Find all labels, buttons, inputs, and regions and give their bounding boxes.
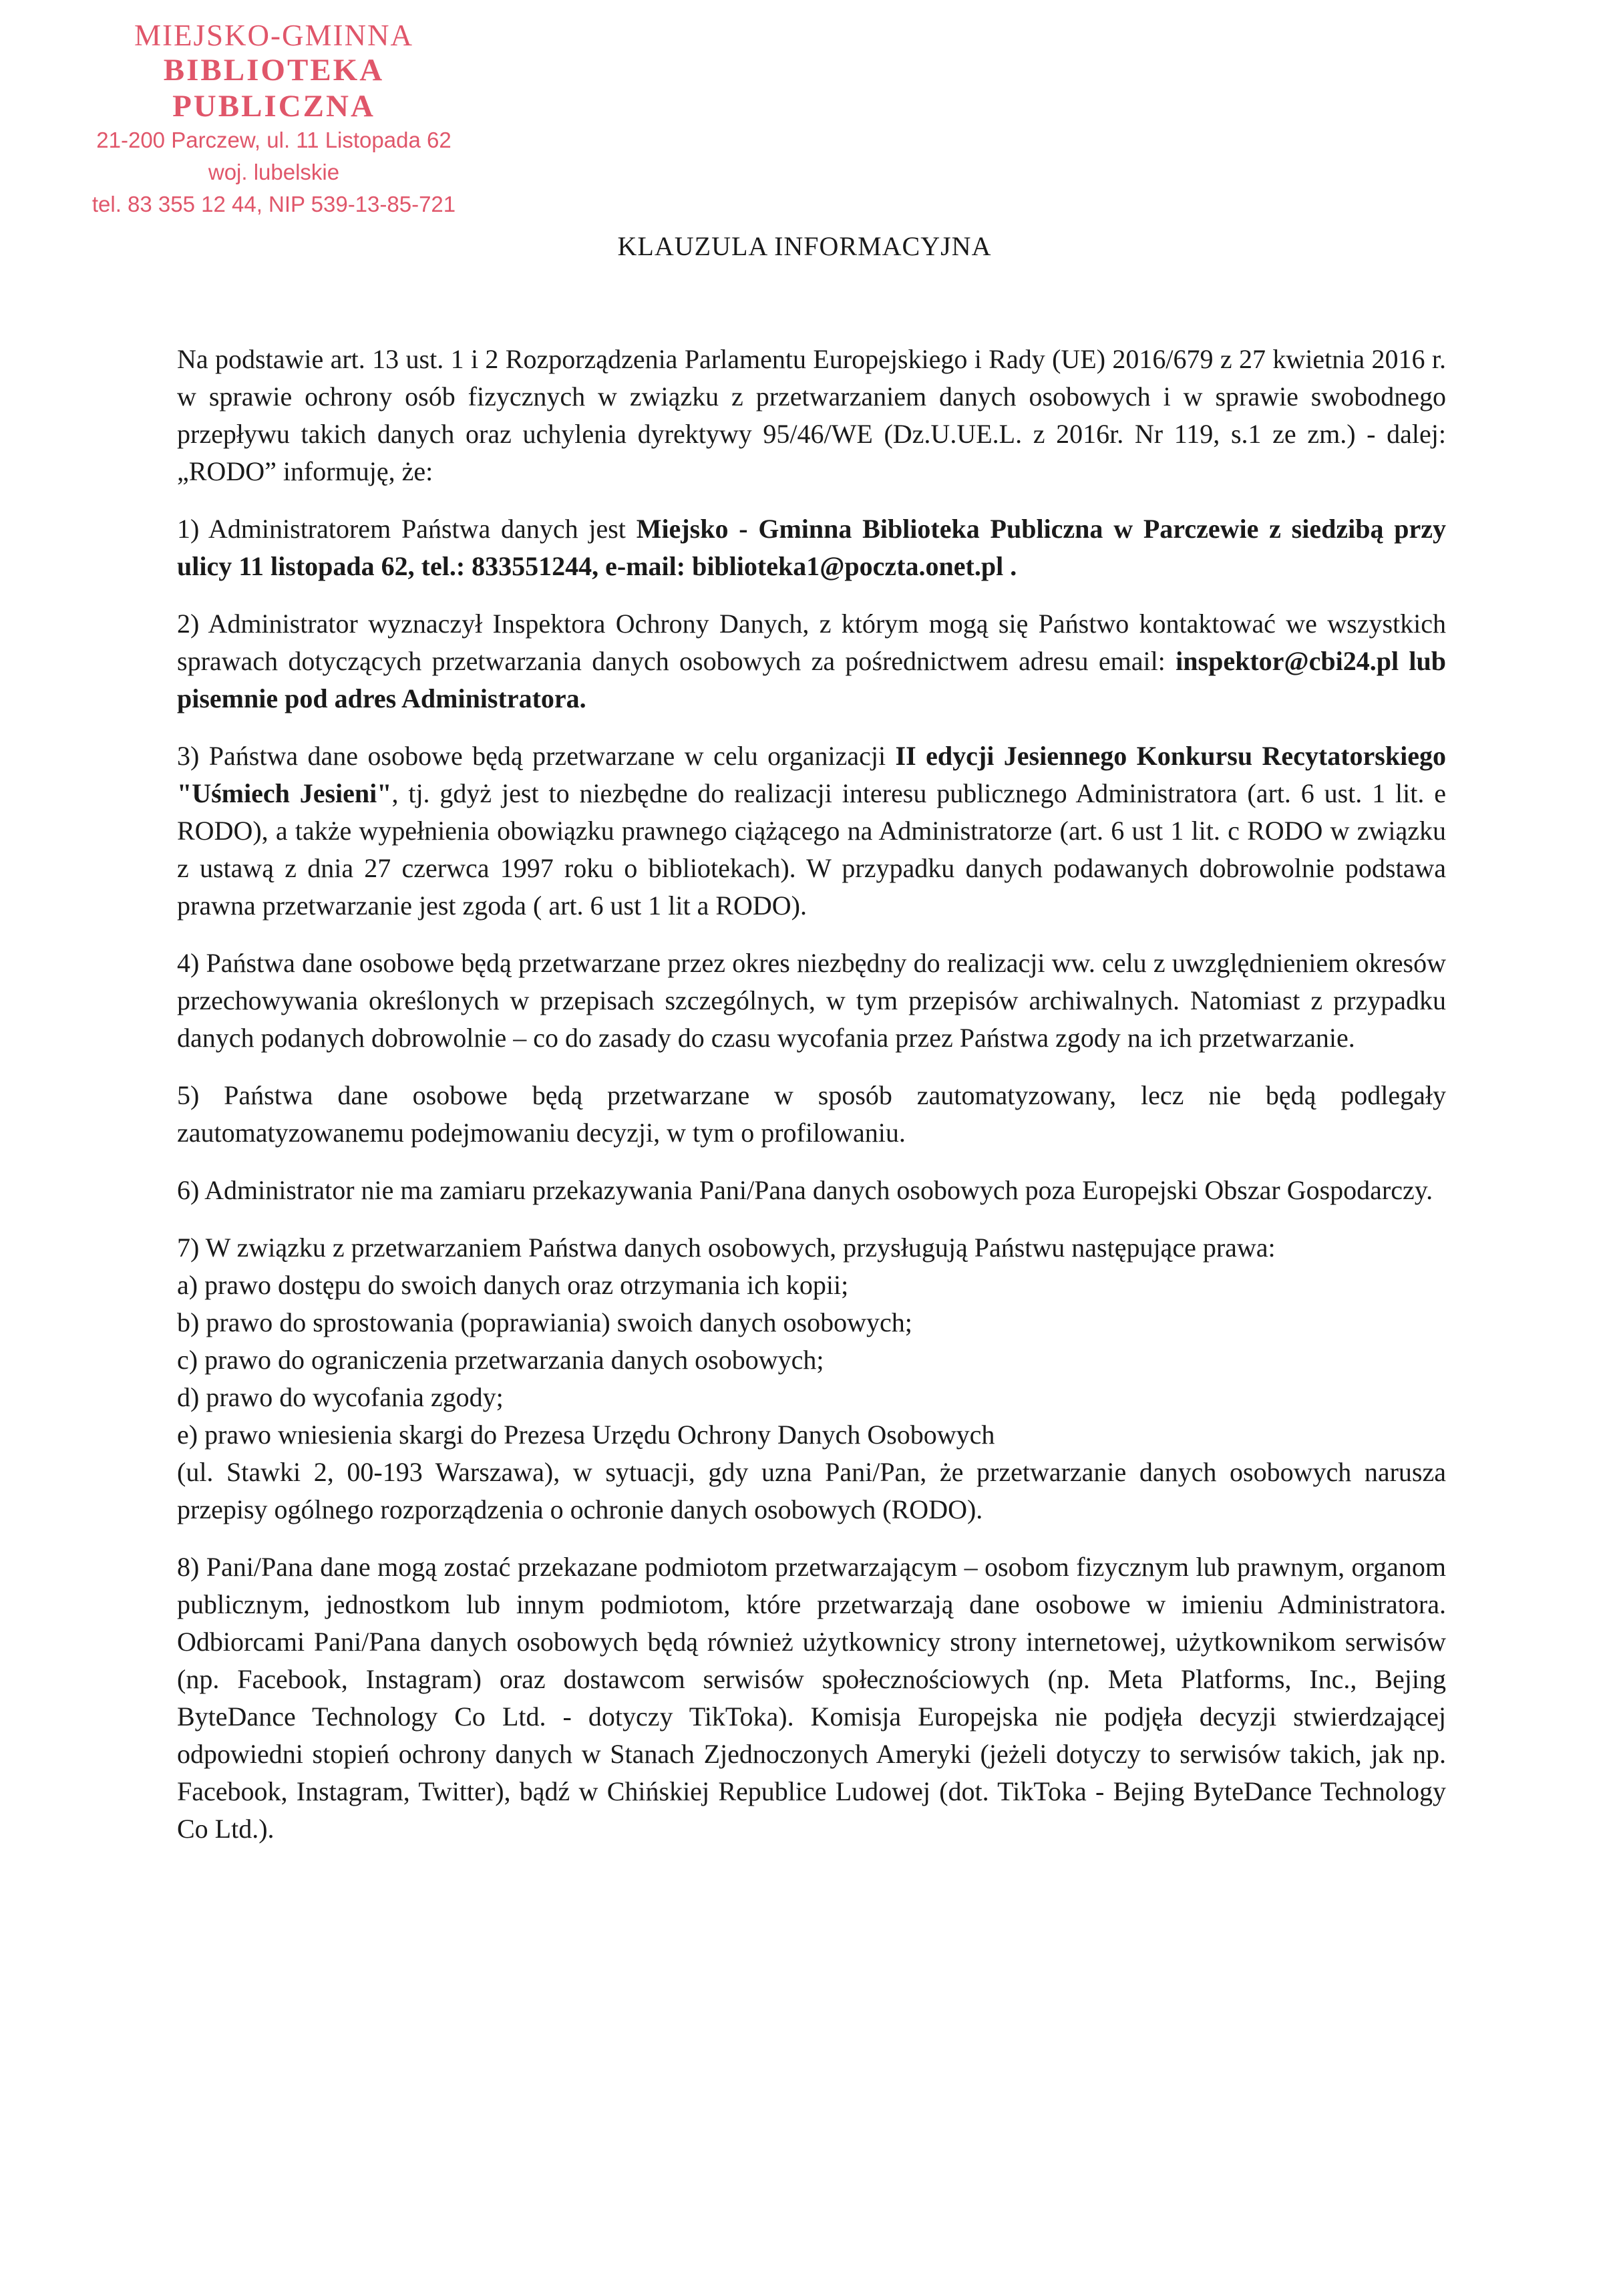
- paragraph-1-text: 1) Administratorem Państwa danych jest: [177, 514, 637, 544]
- paragraph-3-bold: II edycji Jesiennego Konkursu Recytatorskiego "Uśmiech Jesieni": [177, 741, 1446, 808]
- letterhead-contact: tel. 83 355 12 44, NIP 539-13-85-721: [92, 192, 456, 216]
- paragraph-8: 8) Pani/Pana dane mogą zostać przekazane podmiotom przetwarzającym – osobom fizycznym lub prawnym, organom publicznym, jednostkom lub innym podmiotom, które przetwarzają dane osobowe w imieniu Administratora. Odbiorcami Pani/Pana danych osobowych będą również użytkownicy strony internetowej, użytkownikom serwisów (np. Facebook, Instagram) oraz dostawcom serwisów społecznościowych (np. Meta Platforms, Inc., Bejing ByteDance Technology Co Ltd. - dotyczy TikToka). Komisja Europejska nie podjęła decyzji stwierdzającej odpowiedni stopień ochrony danych w Stanach Zjednoczonych Ameryki (jeżeli dotyczy to serwisów takich, jak np. Facebook, Instagram, Twitter), bądź w Chińskiej Republice Ludowej (dot. TikToka - Bejing ByteDance Technology Co Ltd.).: [177, 1552, 1446, 1844]
- right-e-continuation: (ul. Stawki 2, 00-193 Warszawa), w sytuacji, gdy uzna Pani/Pan, że przetwarzanie danych osobowych narusza przepisy ogólnego rozporządzenia o ochronie danych osobowych (RODO).: [177, 1457, 1446, 1524]
- right-c: c) prawo do ograniczenia przetwarzania danych osobowych;: [177, 1345, 824, 1375]
- right-e: e) prawo wniesienia skargi do Prezesa Urzędu Ochrony Danych Osobowych: [177, 1420, 995, 1450]
- paragraph-6: 6) Administrator nie ma zamiaru przekazywania Pani/Pana danych osobowych poza Europejski Obszar Gospodarczy.: [177, 1175, 1433, 1205]
- letterhead-region: woj. lubelskie: [208, 160, 340, 184]
- paragraph-3-suffix: , tj. gdyż jest to niezbędne do realizacji interesu publicznego Administratora (art. 6 ust. 1 lit. e RODO), a także wypełnienia obowiązku prawnego ciążącego na Administratorze (art. 6 ust 1 lit. c RODO w związku z ustawą z dnia 27 czerwca 1997 roku o bibliotekach). W przypadku danych podawanych dobrowolnie podstawa prawna przetwarzanie jest zgoda ( art. 6 ust 1 lit a RODO).: [177, 778, 1446, 921]
- right-d: d) prawo do wycofania zgody;: [177, 1382, 504, 1412]
- paragraph-2-text: 2) Administrator wyznaczył Inspektora Ochrony Danych, z którym mogą się Państwo kontaktować we wszystkich sprawach dotyczących przetwarzania danych osobowych za pośrednictwem adresu email:: [177, 609, 1446, 676]
- paragraph-1: [177, 510, 1446, 585]
- paragraph-4: 4) Państwa dane osobowe będą przetwarzane przez okres niezbędny do realizacji ww. celu z uwzględnieniem okresów przechowywania określonych w przepisach szczególnych, w tym przepisów archiwalnych. Natomiast z przypadku danych podanych dobrowolnie – co do zasady do czasu wycofania przez Państwa zgody na ich przetwarzanie.: [177, 948, 1446, 1053]
- paragraph-3: [177, 737, 1446, 925]
- paragraph-7: [177, 1229, 1446, 1528]
- right-b: b) prawo do sprostowania (poprawiania) swoich danych osobowych;: [177, 1307, 912, 1337]
- paragraph-2: [177, 605, 1446, 717]
- letterhead-line-2: BIBLIOTEKA PUBLICZNA: [163, 53, 385, 124]
- paragraph-5: 5) Państwa dane osobowe będą przetwarzane w sposób zautomatyzowany, lecz nie będą podlegały zautomatyzowanemu podejmowaniu decyzji, w tym o profilowaniu.: [177, 1080, 1446, 1148]
- paragraph-3-text: 3) Państwa dane osobowe będą przetwarzane w celu organizacji: [177, 741, 896, 771]
- document-title: KLAUZULA INFORMACYJNA: [617, 231, 992, 261]
- intro-paragraph: Na podstawie art. 13 ust. 1 i 2 Rozporządzenia Parlamentu Europejskiego i Rady (UE) 2016/679 z 27 kwietnia 2016 r. w sprawie ochrony osób fizycznych w związku z przetwarzaniem danych osobowych i w sprawie swobodnego przepływu takich danych oraz uchylenia dyrektywy 95/46/WE (Dz.U.UE.L. z 2016r. Nr 119, s.1 ze zm.) - dalej: „RODO” informuję, że:: [177, 344, 1446, 486]
- right-a: a) prawo dostępu do swoich danych oraz otrzymania ich kopii;: [177, 1270, 849, 1300]
- letterhead-address: 21-200 Parczew, ul. 11 Listopada 62: [96, 128, 452, 152]
- letterhead-line-1: MIEJSKO-GMINNA: [134, 19, 413, 52]
- document-body: [177, 341, 1446, 1868]
- paragraph-2-bold: inspektor@cbi24.pl lub pisemnie pod adres Administratora.: [177, 646, 1447, 713]
- paragraph-1-bold: Miejsko - Gminna Biblioteka Publiczna w Parczewie z siedzibą przy ulicy 11 listopada 62, tel.: 833551244, e-mail: biblioteka1@poczta.onet.pl .: [177, 514, 1446, 581]
- letterhead-stamp: [60, 19, 488, 220]
- rights-lead: 7) W związku z przetwarzaniem Państwa danych osobowych, przysługują Państwu następujące prawa:: [177, 1233, 1276, 1263]
